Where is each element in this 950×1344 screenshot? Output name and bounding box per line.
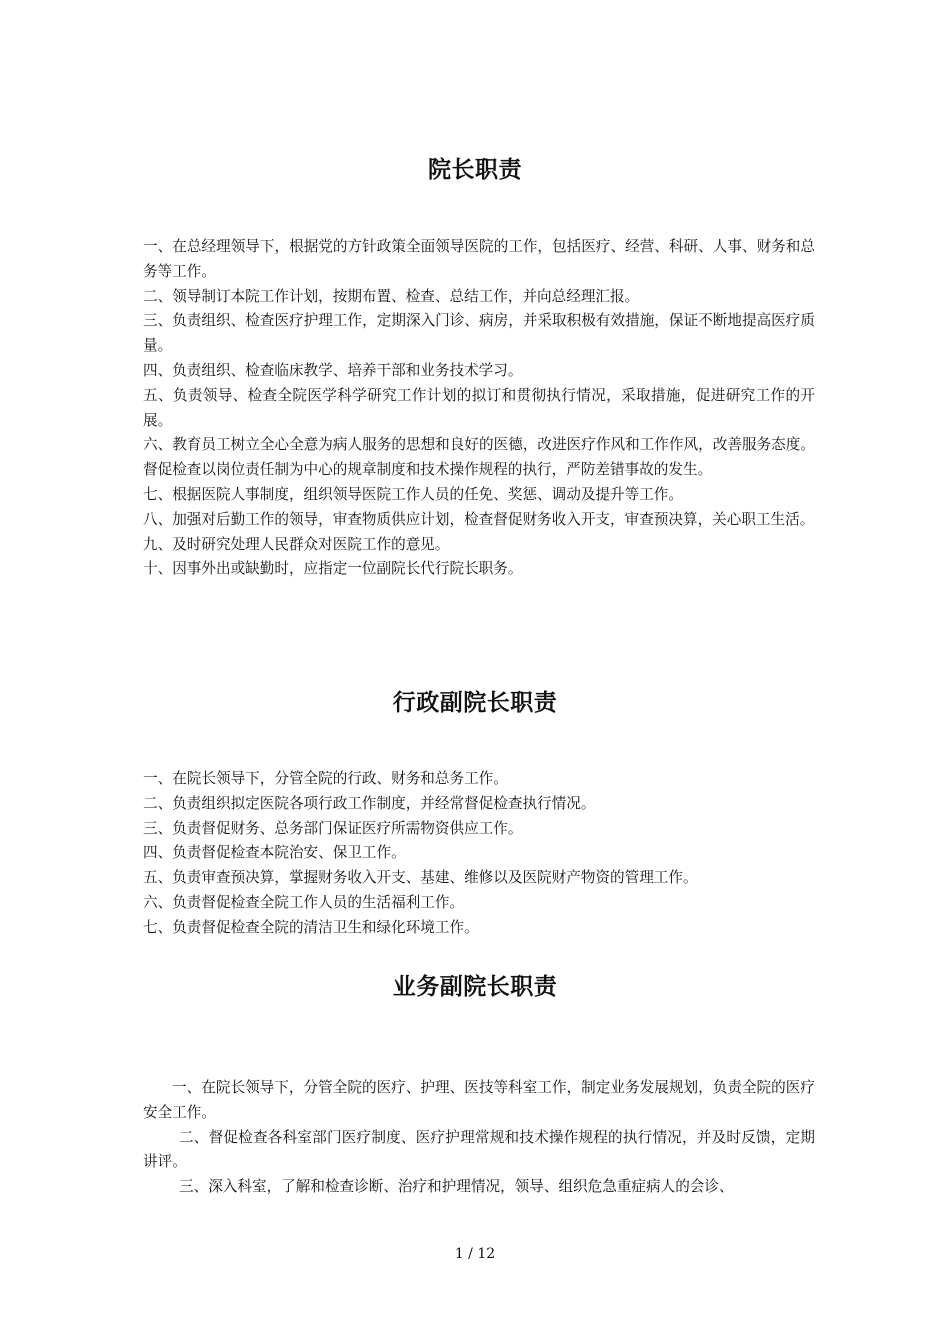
list-item: 八、加强对后勤工作的领导，审查物质供应计划，检查督促财务收入开支，审查预决算，关心职工生活。 xyxy=(143,510,815,528)
list-item: 五、负责审查预决算，掌握财务收入开支、基建、维修以及医院财产物资的管理工作。 xyxy=(143,869,698,887)
list-item: 三、负责督促财务、总务部门保证医疗所需物资供应工作。 xyxy=(143,819,523,837)
section-title-admin-vice: 行政副院长职责 xyxy=(392,690,558,716)
admin-vice-duties-list xyxy=(143,767,815,941)
page-number: 1 / 12 xyxy=(454,1246,496,1262)
list-item: 六、负责督促检查全院工作人员的生活福利工作。 xyxy=(143,893,465,911)
list-item: 二、负责组织拟定医院各项行政工作制度，并经常督促检查执行情况。 xyxy=(143,794,596,812)
list-item: 五、负责领导、检查全院医学科学研究工作计划的拟订和贯彻执行情况，采取措施，促进研究工作的开展。 xyxy=(143,386,815,429)
list-item: 七、负责督促检查全院的清洁卫生和绿化环境工作。 xyxy=(143,918,479,936)
list-item: 一、在院长领导下，分管全院的医疗、护理、医技等科室工作，制定业务发展规划，负责全院的医疗安全工作。 xyxy=(143,1079,815,1121)
list-item: 九、及时研究处理人民群众对医院工作的意见。 xyxy=(143,535,450,553)
section-title-business-vice: 业务副院长职责 xyxy=(392,974,558,1000)
list-item: 四、负责督促检查本院治安、保卫工作。 xyxy=(143,844,406,862)
president-duties-list xyxy=(143,235,815,582)
list-item: 三、深入科室，了解和检查诊断、治疗和护理情况，领导、组织危急重症病人的会诊、 xyxy=(179,1178,734,1196)
list-item: 三、负责组织、检查医疗护理工作，定期深入门诊、病房，并采取积极有效措施，保证不断地提高医疗质量。 xyxy=(143,312,815,355)
list-item: 七、根据医院人事制度，组织领导医院工作人员的任免、奖惩、调动及提升等工作。 xyxy=(143,485,683,503)
list-item: 一、在院长领导下，分管全院的行政、财务和总务工作。 xyxy=(143,770,508,787)
list-item: 二、领导制订本院工作计划，按期布置、检查、总结工作，并向总经理汇报。 xyxy=(143,287,640,305)
list-item: 一、在总经理领导下，根据党的方针政策全面领导医院的工作，包括医疗、经营、科研、人事、财务和总务等工作。 xyxy=(143,238,815,280)
list-item: 六、教育员工树立全心全意为病人服务的思想和良好的医德，改进医疗作风和工作作风，改善服务态度。督促检查以岗位责任制为中心的规章制度和技术操作规程的执行，严防差错事故的发生。 xyxy=(143,436,815,479)
list-item: 二、督促检查各科室部门医疗制度、医疗护理常规和技术操作规程的执行情况，并及时反馈，定期讲评。 xyxy=(143,1128,815,1171)
business-vice-duties-list xyxy=(143,1076,815,1200)
section-title-president: 院长职责 xyxy=(428,157,522,183)
list-item: 十、因事外出或缺勤时，应指定一位副院长代行院长职务。 xyxy=(143,560,523,578)
list-item: 四、负责组织、检查临床教学、培养干部和业务技术学习。 xyxy=(143,361,523,379)
